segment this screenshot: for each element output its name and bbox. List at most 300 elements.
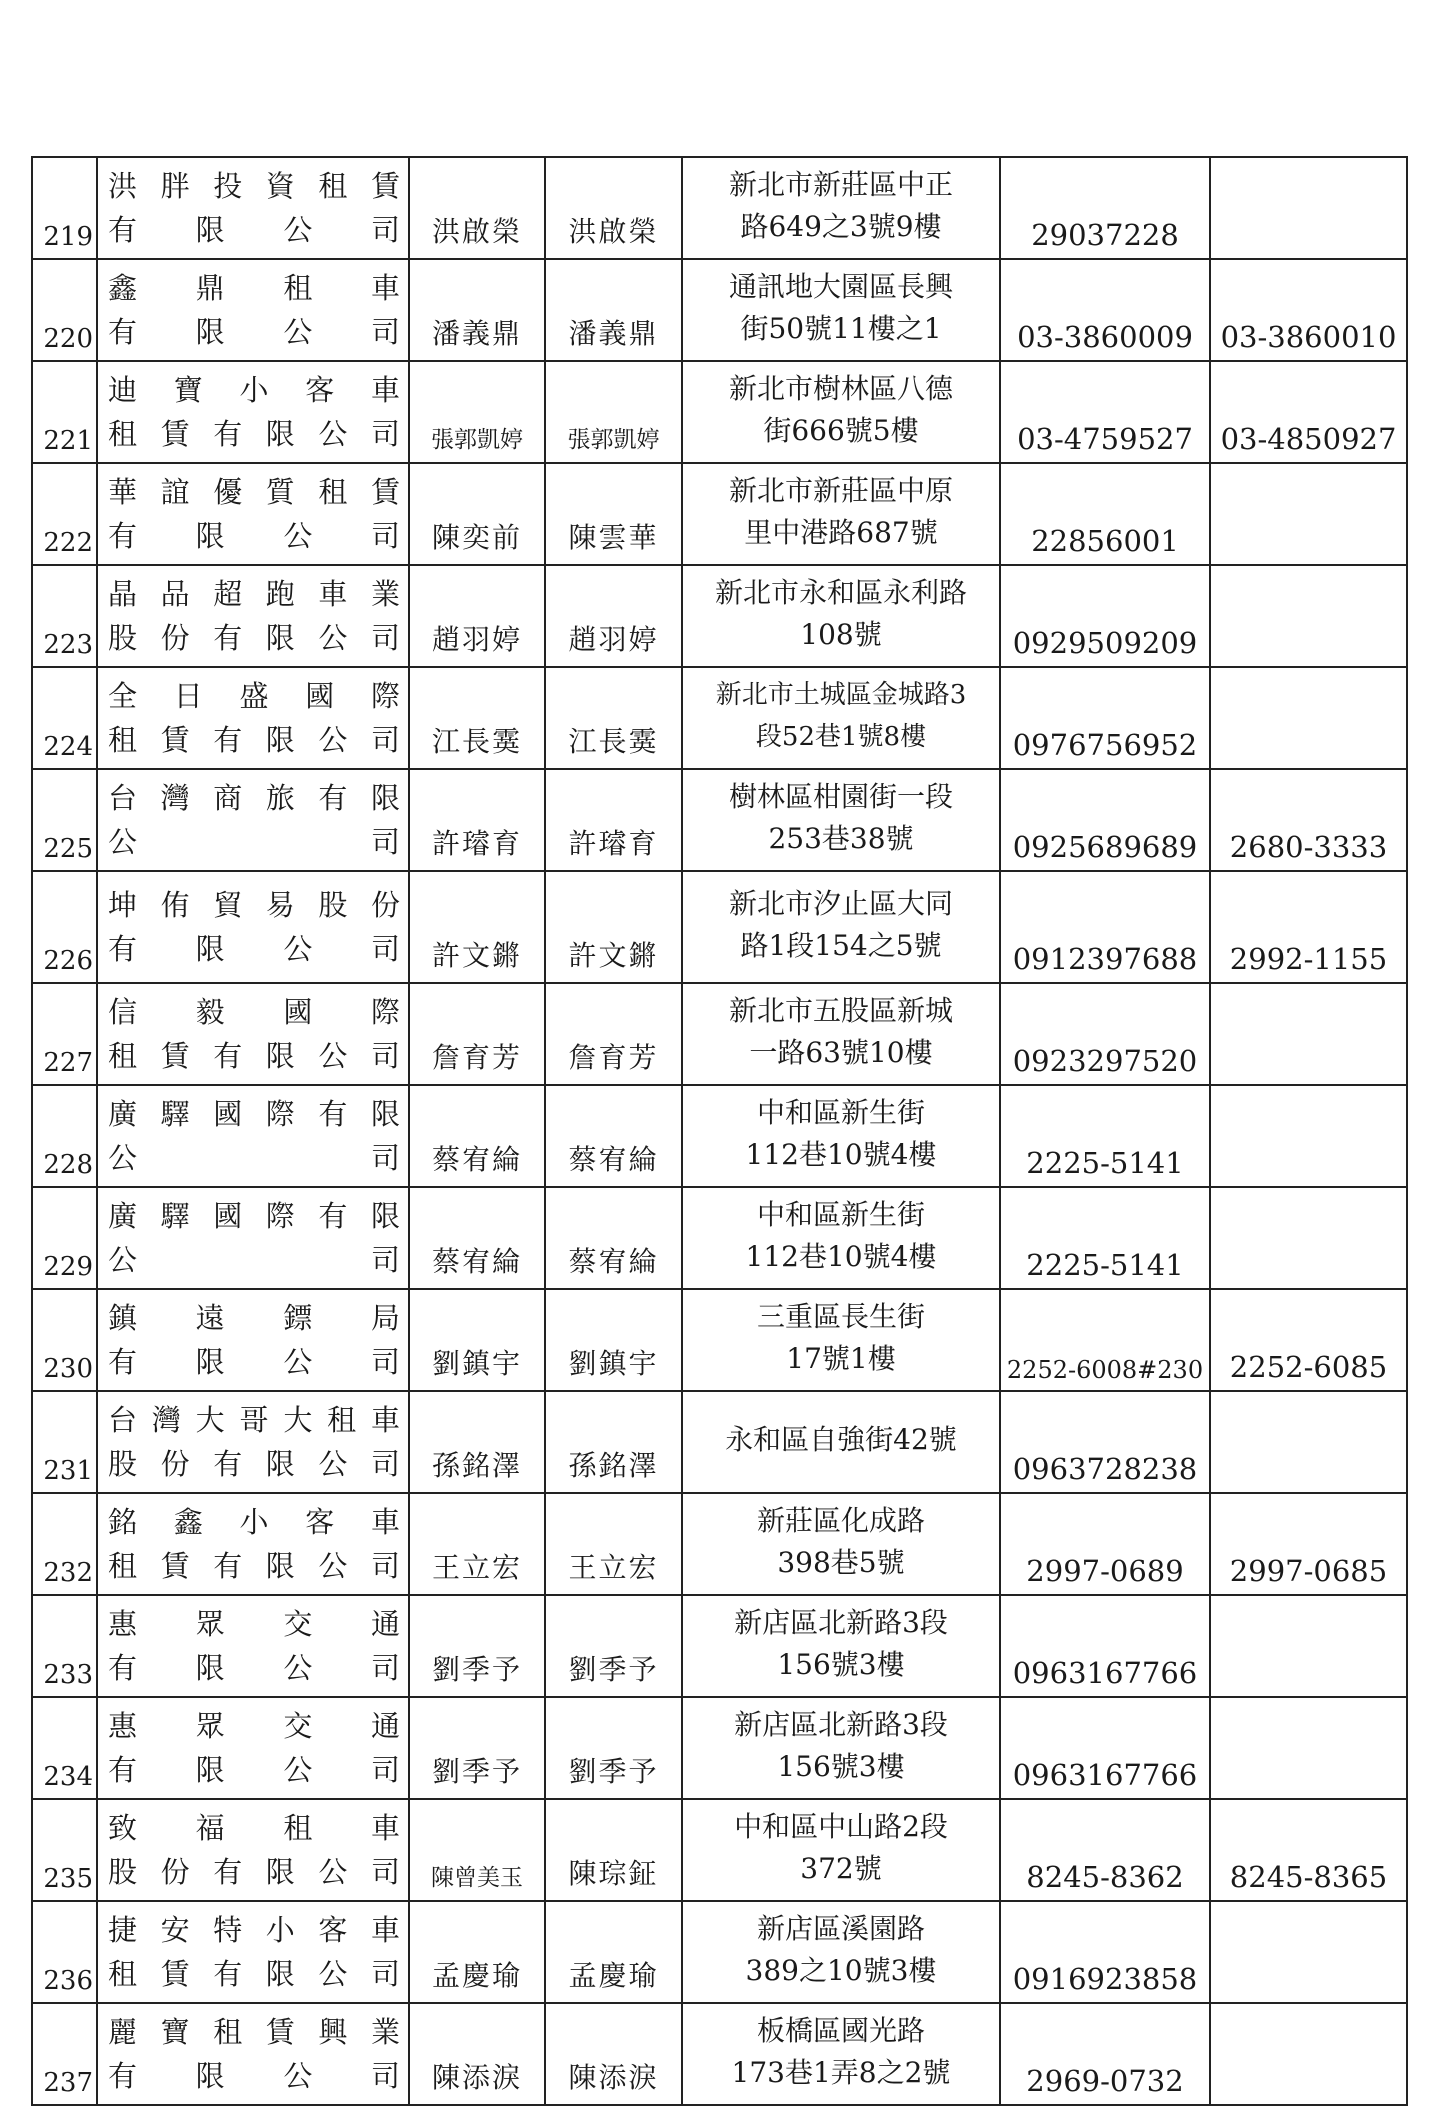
- table-row: [32, 361, 1407, 463]
- company-name-line: [108, 776, 400, 820]
- phone-2: 03-4850927: [1210, 361, 1407, 463]
- name-char: 租: [108, 1957, 138, 1991]
- name-char: 通: [370, 1607, 400, 1641]
- company-name-line: [108, 368, 400, 412]
- name-char: 國: [213, 1199, 243, 1233]
- name-char: 晶: [108, 577, 138, 611]
- name-char: 大: [195, 1403, 225, 1437]
- name-char: 國: [283, 995, 313, 1029]
- address-line: 389之10號3樓: [745, 1954, 937, 1987]
- company-name-cell: [97, 361, 409, 463]
- address-line: 新北市新莊區中正: [728, 168, 953, 201]
- name-char: 公: [283, 932, 313, 966]
- name-char: 有: [213, 1855, 243, 1889]
- address-line: 17號1樓: [786, 1342, 896, 1375]
- table-row: [32, 769, 1407, 871]
- name-char: 有: [213, 621, 243, 655]
- phone-2: 8245-8365: [1210, 1799, 1407, 1901]
- name-char: 限: [195, 1753, 225, 1787]
- name-char: 公: [318, 1549, 348, 1583]
- name-char: 有: [213, 417, 243, 451]
- name-char: 司: [370, 723, 400, 757]
- name-char: 賃: [160, 723, 190, 757]
- phone-1: 2225-5141: [1000, 1085, 1210, 1187]
- name-char: 股: [318, 888, 348, 922]
- address-line: 段52巷1號8樓: [755, 722, 927, 752]
- phone-1: 0963728238: [1000, 1391, 1210, 1493]
- name-char: 台: [108, 781, 138, 815]
- address-line: 新店區北新路3段: [734, 1606, 948, 1639]
- representative: 許文鏘: [409, 871, 545, 983]
- company-name-line: [108, 1398, 400, 1442]
- name-char: 司: [370, 1447, 400, 1481]
- address-cell: [682, 1187, 1000, 1289]
- address-line: 板橋區國光路: [756, 2014, 925, 2047]
- phone-2: 2997-0685: [1210, 1493, 1407, 1595]
- phone-2: [1210, 1085, 1407, 1187]
- contact-person: 劉季予: [545, 1595, 682, 1697]
- representative: 孫銘澤: [409, 1391, 545, 1493]
- name-char: 福: [195, 1811, 225, 1845]
- contact-person: 孟慶瑜: [545, 1901, 682, 2003]
- name-char: 安: [160, 1913, 190, 1947]
- name-char: 投: [213, 169, 243, 203]
- address-cell: [682, 1493, 1000, 1595]
- phone-1: 0925689689: [1000, 769, 1210, 871]
- row-number: 234: [32, 1697, 97, 1799]
- address-cell: [682, 1799, 1000, 1901]
- phone-2: [1210, 983, 1407, 1085]
- company-name-line: [108, 1442, 400, 1486]
- address-line: 372號: [800, 1852, 882, 1885]
- name-char: 公: [283, 1651, 313, 1685]
- name-char: 司: [370, 932, 400, 966]
- company-name-line: [108, 883, 400, 927]
- address-line: 街50號11樓之1: [740, 312, 942, 345]
- row-number: 230: [32, 1289, 97, 1391]
- phone-1: 22856001: [1000, 463, 1210, 565]
- name-char: 股: [108, 1855, 138, 1889]
- table-row: [32, 1901, 1407, 2003]
- address-line: 樹林區柑園街一段: [728, 780, 953, 813]
- table-row: [32, 1595, 1407, 1697]
- phone-1: 0912397688: [1000, 871, 1210, 983]
- name-char: 客: [305, 373, 335, 407]
- name-char: 租: [318, 169, 348, 203]
- name-char: 華: [108, 475, 138, 509]
- name-char: 有: [213, 1549, 243, 1583]
- table-row: [32, 1493, 1407, 1595]
- name-char: 限: [265, 621, 295, 655]
- row-number: 232: [32, 1493, 97, 1595]
- name-char: 司: [370, 2059, 400, 2093]
- company-name-line: [108, 1092, 400, 1136]
- name-char: 交: [283, 1607, 313, 1641]
- address-cell: [682, 361, 1000, 463]
- name-char: 份: [370, 888, 400, 922]
- address-cell: [682, 1289, 1000, 1391]
- company-name-cell: [97, 1289, 409, 1391]
- name-char: 優: [213, 475, 243, 509]
- contact-person: 張郭凱婷: [545, 361, 682, 463]
- contact-person: 潘義鼎: [545, 259, 682, 361]
- name-char: 有: [108, 1651, 138, 1685]
- contact-person: 蔡宥綸: [545, 1085, 682, 1187]
- name-char: 公: [108, 1243, 138, 1277]
- name-char: 限: [265, 1039, 295, 1073]
- table-row: [32, 1085, 1407, 1187]
- company-name-line: [108, 2010, 400, 2054]
- company-name-line: [108, 572, 400, 616]
- company-name-line: [108, 1340, 400, 1384]
- representative: 陳曾美玉: [409, 1799, 545, 1901]
- name-char: 貿: [213, 888, 243, 922]
- address-line: 新北市永和區永利路: [714, 576, 967, 609]
- row-number: 233: [32, 1595, 97, 1697]
- phone-1: 0923297520: [1000, 983, 1210, 1085]
- name-char: 限: [265, 723, 295, 757]
- name-char: 有: [108, 519, 138, 553]
- name-char: 客: [318, 1913, 348, 1947]
- company-name-cell: [97, 1187, 409, 1289]
- contact-person: 許文鏘: [545, 871, 682, 983]
- address-cell: [682, 463, 1000, 565]
- address-line: 新店區溪園路: [756, 1912, 925, 1945]
- name-char: 業: [370, 2015, 400, 2049]
- representative: 蔡宥綸: [409, 1085, 545, 1187]
- name-char: 侑: [160, 888, 190, 922]
- name-char: 眾: [195, 1709, 225, 1743]
- name-char: 限: [265, 1855, 295, 1889]
- name-char: 有: [108, 1753, 138, 1787]
- name-char: 洪: [108, 169, 138, 203]
- name-char: 特: [213, 1913, 243, 1947]
- name-char: 限: [265, 1447, 295, 1481]
- name-char: 限: [195, 315, 225, 349]
- contact-person: 江長霙: [545, 667, 682, 769]
- row-number: 229: [32, 1187, 97, 1289]
- table-row: [32, 1799, 1407, 1901]
- representative: 詹育芳: [409, 983, 545, 1085]
- company-name-cell: [97, 667, 409, 769]
- phone-2: 2992-1155: [1210, 871, 1407, 983]
- name-char: 業: [370, 577, 400, 611]
- row-number: 227: [32, 983, 97, 1085]
- phone-1: 0963167766: [1000, 1697, 1210, 1799]
- name-char: 限: [370, 781, 400, 815]
- company-name-cell: [97, 463, 409, 565]
- name-char: 公: [283, 2059, 313, 2093]
- name-char: 迪: [108, 373, 138, 407]
- company-name-line: [108, 1704, 400, 1748]
- name-char: 限: [265, 1957, 295, 1991]
- name-char: 限: [370, 1097, 400, 1131]
- phone-2: [1210, 667, 1407, 769]
- name-char: 坤: [108, 888, 138, 922]
- table-row: [32, 259, 1407, 361]
- phone-1: 0976756952: [1000, 667, 1210, 769]
- name-char: 車: [370, 271, 400, 305]
- representative: 洪啟榮: [409, 157, 545, 259]
- company-name-cell: [97, 1697, 409, 1799]
- name-char: 公: [318, 1957, 348, 1991]
- name-char: 有: [213, 1039, 243, 1073]
- name-char: 旅: [265, 781, 295, 815]
- name-char: 眾: [195, 1607, 225, 1641]
- name-char: 股: [108, 621, 138, 655]
- representative: 孟慶瑜: [409, 1901, 545, 2003]
- row-number: 235: [32, 1799, 97, 1901]
- name-char: 份: [160, 1855, 190, 1889]
- company-name-cell: [97, 983, 409, 1085]
- contact-person: 孫銘澤: [545, 1391, 682, 1493]
- address-line: 新北市五股區新城: [728, 994, 953, 1027]
- phone-2: [1210, 2003, 1407, 2105]
- name-char: 惠: [108, 1709, 138, 1743]
- name-char: 有: [108, 315, 138, 349]
- company-name-cell: [97, 1595, 409, 1697]
- name-char: 小: [265, 1913, 295, 1947]
- name-char: 資: [265, 169, 295, 203]
- name-char: 賃: [160, 1549, 190, 1583]
- contact-person: 陳雲華: [545, 463, 682, 565]
- table-row: [32, 463, 1407, 565]
- contact-person: 趙羽婷: [545, 565, 682, 667]
- name-char: 信: [108, 995, 138, 1029]
- name-char: 限: [195, 1651, 225, 1685]
- name-char: 國: [213, 1097, 243, 1131]
- contact-person: 洪啟榮: [545, 157, 682, 259]
- representative: 陳奕前: [409, 463, 545, 565]
- name-char: 際: [265, 1199, 295, 1233]
- name-char: 灣: [160, 781, 190, 815]
- name-char: 客: [305, 1505, 335, 1539]
- address-line: 108號: [800, 618, 882, 651]
- name-char: 限: [265, 1549, 295, 1583]
- phone-1: 2225-5141: [1000, 1187, 1210, 1289]
- phone-1: 2997-0689: [1000, 1493, 1210, 1595]
- address-line: 新北市土城區金城路3: [715, 680, 967, 710]
- name-char: 遠: [195, 1301, 225, 1335]
- name-char: 司: [370, 1855, 400, 1889]
- name-char: 鎮: [108, 1301, 138, 1335]
- name-char: 賃: [265, 2015, 295, 2049]
- phone-1: 29037228: [1000, 157, 1210, 259]
- contact-person: 蔡宥綸: [545, 1187, 682, 1289]
- address-cell: [682, 1391, 1000, 1493]
- company-name-line: [108, 208, 400, 252]
- address-cell: [682, 1595, 1000, 1697]
- name-char: 小: [239, 1505, 269, 1539]
- name-char: 驛: [160, 1199, 190, 1233]
- name-char: 司: [370, 1549, 400, 1583]
- representative: 張郭凱婷: [409, 361, 545, 463]
- name-char: 惠: [108, 1607, 138, 1641]
- name-char: 廣: [108, 1097, 138, 1131]
- name-char: 限: [265, 417, 295, 451]
- company-name-line: [108, 164, 400, 208]
- name-char: 公: [283, 213, 313, 247]
- company-name-line: [108, 1806, 400, 1850]
- name-char: 租: [318, 475, 348, 509]
- name-char: 毅: [195, 995, 225, 1029]
- name-char: 銘: [108, 1505, 138, 1539]
- name-char: 車: [370, 373, 400, 407]
- name-char: 大: [283, 1403, 313, 1437]
- name-char: 有: [213, 1447, 243, 1481]
- contact-person: 劉鎮宇: [545, 1289, 682, 1391]
- company-name-cell: [97, 1391, 409, 1493]
- name-char: 跑: [265, 577, 295, 611]
- name-char: 公: [283, 1753, 313, 1787]
- representative: 劉鎮宇: [409, 1289, 545, 1391]
- company-name-cell: [97, 1799, 409, 1901]
- name-char: 限: [195, 932, 225, 966]
- name-char: 限: [195, 2059, 225, 2093]
- address-cell: [682, 871, 1000, 983]
- company-name-line: [108, 718, 400, 762]
- address-line: 路649之3號9樓: [740, 210, 942, 243]
- address-line: 新北市新莊區中原: [728, 474, 953, 507]
- phone-1: 03-4759527: [1000, 361, 1210, 463]
- row-number: 228: [32, 1085, 97, 1187]
- name-char: 易: [265, 888, 295, 922]
- name-char: 哥: [239, 1403, 269, 1437]
- address-cell: [682, 769, 1000, 871]
- name-char: 車: [370, 1913, 400, 1947]
- company-name-cell: [97, 565, 409, 667]
- row-number: 219: [32, 157, 97, 259]
- name-char: 誼: [160, 475, 190, 509]
- row-number: 237: [32, 2003, 97, 2105]
- name-char: 麗: [108, 2015, 138, 2049]
- name-char: 份: [160, 1447, 190, 1481]
- company-name-line: [108, 1194, 400, 1238]
- name-char: 有: [213, 1957, 243, 1991]
- row-number: 226: [32, 871, 97, 983]
- name-char: 司: [370, 519, 400, 553]
- name-char: 司: [370, 1753, 400, 1787]
- name-char: 全: [108, 679, 138, 713]
- company-name-line: [108, 820, 400, 864]
- address-line: 通訊地大園區長興: [728, 270, 953, 303]
- name-char: 際: [265, 1097, 295, 1131]
- row-number: 231: [32, 1391, 97, 1493]
- name-char: 商: [213, 781, 243, 815]
- name-char: 有: [213, 723, 243, 757]
- contact-person: 劉季予: [545, 1697, 682, 1799]
- phone-1: 0916923858: [1000, 1901, 1210, 2003]
- phone-2: [1210, 565, 1407, 667]
- representative: 劉季予: [409, 1697, 545, 1799]
- name-char: 限: [195, 213, 225, 247]
- address-line: 一路63號10樓: [749, 1036, 933, 1069]
- representative: 許璿育: [409, 769, 545, 871]
- address-line: 街666號5樓: [763, 414, 919, 447]
- name-char: 鑫: [173, 1505, 203, 1539]
- contact-person: 王立宏: [545, 1493, 682, 1595]
- company-name-line: [108, 990, 400, 1034]
- name-char: 租: [108, 1549, 138, 1583]
- company-registry-table: [31, 156, 1408, 2106]
- company-name-line: [108, 1850, 400, 1894]
- company-name-cell: [97, 1493, 409, 1595]
- phone-2: 2680-3333: [1210, 769, 1407, 871]
- name-char: 鏢: [283, 1301, 313, 1335]
- name-char: 限: [195, 1345, 225, 1379]
- row-number: 221: [32, 361, 97, 463]
- phone-2: [1210, 1595, 1407, 1697]
- address-line: 新北市汐止區大同: [728, 887, 953, 920]
- address-cell: [682, 2003, 1000, 2105]
- company-name-line: [108, 2054, 400, 2098]
- name-char: 賃: [160, 1957, 190, 1991]
- address-line: 永和區自強街42號: [725, 1423, 957, 1456]
- address-cell: [682, 565, 1000, 667]
- address-line: 173巷1弄8之2號: [731, 2056, 951, 2089]
- name-char: 司: [370, 825, 400, 859]
- company-name-line: [108, 1602, 400, 1646]
- name-char: 盛: [239, 679, 269, 713]
- company-name-line: [108, 1646, 400, 1690]
- name-char: 租: [108, 723, 138, 757]
- phone-1: 0963167766: [1000, 1595, 1210, 1697]
- representative: 劉季予: [409, 1595, 545, 1697]
- name-char: 灣: [151, 1403, 181, 1437]
- contact-person: 詹育芳: [545, 983, 682, 1085]
- address-line: 中和區新生街: [756, 1096, 925, 1129]
- table-row: [32, 1289, 1407, 1391]
- name-char: 司: [370, 417, 400, 451]
- name-char: 車: [370, 1505, 400, 1539]
- row-number: 236: [32, 1901, 97, 2003]
- name-char: 公: [318, 1855, 348, 1889]
- company-name-cell: [97, 157, 409, 259]
- company-name-line: [108, 927, 400, 971]
- company-name-line: [108, 1136, 400, 1180]
- name-char: 賃: [370, 475, 400, 509]
- name-char: 有: [108, 1345, 138, 1379]
- name-char: 限: [195, 519, 225, 553]
- name-char: 賃: [370, 169, 400, 203]
- name-char: 胖: [160, 169, 190, 203]
- name-char: 驛: [160, 1097, 190, 1131]
- phone-2: [1210, 1901, 1407, 2003]
- name-char: 際: [370, 995, 400, 1029]
- name-char: 司: [370, 1957, 400, 1991]
- company-name-line: [108, 1296, 400, 1340]
- name-char: 鼎: [195, 271, 225, 305]
- company-name-line: [108, 470, 400, 514]
- address-cell: [682, 1901, 1000, 2003]
- phone-1: 8245-8362: [1000, 1799, 1210, 1901]
- name-char: 股: [108, 1447, 138, 1481]
- table-row: [32, 1391, 1407, 1493]
- address-line: 156號3樓: [777, 1750, 905, 1783]
- name-char: 司: [370, 621, 400, 655]
- name-char: 公: [318, 1039, 348, 1073]
- name-char: 寶: [173, 373, 203, 407]
- address-cell: [682, 667, 1000, 769]
- company-name-cell: [97, 1901, 409, 2003]
- address-line: 路1段154之5號: [740, 929, 942, 962]
- name-char: 公: [318, 417, 348, 451]
- table-row: [32, 667, 1407, 769]
- company-name-line: [108, 1748, 400, 1792]
- address-line: 398巷5號: [777, 1546, 905, 1579]
- name-char: 通: [370, 1709, 400, 1743]
- address-line: 新北市樹林區八德: [728, 372, 953, 405]
